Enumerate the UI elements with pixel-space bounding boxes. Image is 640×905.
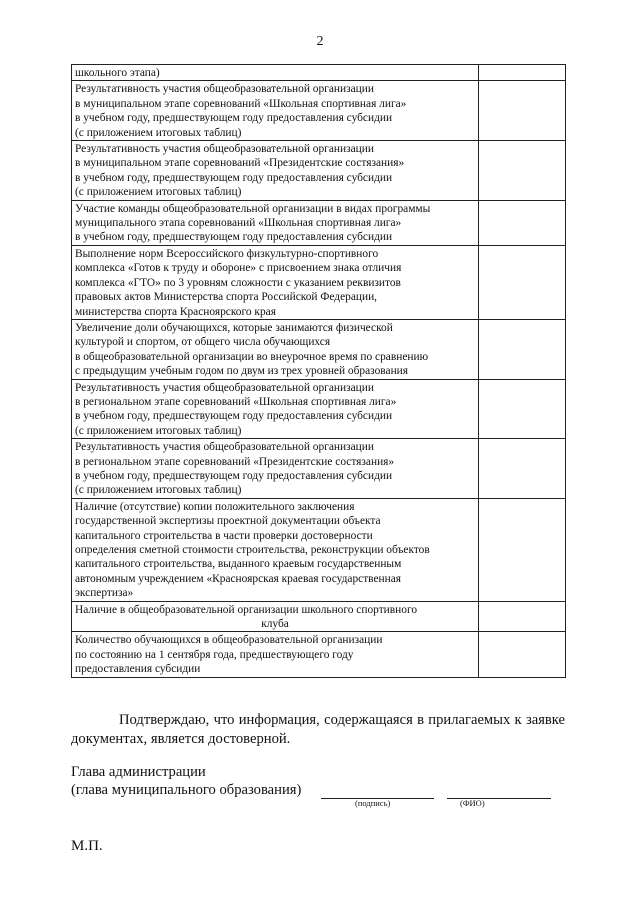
signature-caption: (подпись) — [355, 798, 391, 808]
table-row — [72, 65, 566, 81]
criterion-line: автономным учреждением «Красноярская краевая государственная — [75, 572, 402, 585]
criterion-line: комплекса «Готов к труду и обороне» с присвоением знака отличия — [75, 262, 402, 275]
criterion-line: школьного этапа) — [75, 67, 160, 79]
criterion-line: культурой и спортом, от общего числа обучающихся — [75, 336, 331, 349]
criterion-line: в учебном году, предшествующем году предоставления субсидии — [75, 231, 393, 244]
criterion-line: (с приложением итоговых таблиц) — [75, 424, 242, 437]
stamp-place: М.П. — [71, 838, 103, 854]
confirmation-sentence: Подтверждаю, что информация, содержащаяся в прилагаемых к заявке документах, является достоверной. — [71, 712, 565, 747]
criterion-cell — [72, 632, 479, 677]
criterion-cell — [72, 141, 479, 201]
value-cell[interactable] — [479, 65, 566, 81]
criterion-line: Результативность участия общеобразовательной организации — [75, 381, 374, 394]
criterion-line: министерства спорта Красноярского края — [75, 305, 276, 318]
table-row — [72, 81, 566, 141]
criterion-line: в учебном году, предшествующем году предоставления субсидии — [75, 410, 393, 423]
criterion-line: капитального строительства в части проверки достоверности — [75, 529, 373, 542]
criterion-line: предоставления субсидии — [75, 663, 201, 676]
signature-title-head: Глава администрации — [71, 764, 206, 780]
criterion-line: правовых актов Министерства спорта Российской Федерации, — [75, 291, 378, 304]
name-caption: (ФИО) — [460, 798, 485, 808]
criterion-cell — [72, 498, 479, 601]
criterion-line: определения сметной стоимости строительства, реконструкции объектов — [75, 544, 430, 556]
value-cell[interactable] — [479, 379, 566, 439]
criterion-line: в региональном этапе соревнований «Президентские состязания» — [75, 455, 395, 468]
criterion-line: в учебном году, предшествующем году предоставления субсидии — [75, 112, 393, 125]
criterion-line: в учебном году, предшествующем году предоставления субсидии — [75, 171, 393, 184]
criterion-line: Результативность участия общеобразовательной организации — [75, 83, 374, 96]
table-row — [72, 439, 566, 499]
criterion-line: Наличие в общеобразовательной организации школьного спортивного — [75, 603, 418, 616]
table-row — [72, 632, 566, 677]
criterion-cell — [72, 601, 479, 632]
criterion-cell — [72, 439, 479, 499]
value-cell[interactable] — [479, 498, 566, 601]
table-row — [72, 200, 566, 245]
criterion-line: комплекса «ГТО» по 3 уровням сложности с указанием реквизитов — [75, 276, 401, 289]
confirmation-text — [71, 711, 565, 749]
criterion-line: Участие команды общеобразовательной организации в видах программы — [75, 202, 431, 215]
criterion-line: Увеличение доли обучающихся, которые занимаются физической — [75, 321, 393, 334]
table-row — [72, 601, 566, 632]
value-cell[interactable] — [479, 200, 566, 245]
page-number: 2 — [316, 34, 324, 49]
criterion-cell — [72, 81, 479, 141]
value-cell[interactable] — [479, 601, 566, 632]
value-cell[interactable] — [479, 81, 566, 141]
table-row — [72, 141, 566, 201]
criterion-line: в общеобразовательной организации во внеурочное время по сравнению — [75, 350, 429, 363]
criterion-cell — [72, 65, 479, 81]
criterion-line: (с приложением итоговых таблиц) — [75, 126, 242, 139]
table-row — [72, 379, 566, 439]
criterion-line: (с приложением итоговых таблиц) — [75, 484, 242, 497]
criterion-line: экспертиза» — [75, 587, 134, 600]
criterion-cell — [72, 245, 479, 319]
criterion-cell — [72, 200, 479, 245]
criterion-line: по состоянию на 1 сентября года, предшествующего году — [75, 648, 354, 661]
criterion-line: в муниципальном этапе соревнований «Президентские состязания» — [75, 157, 405, 170]
criterion-cell — [72, 379, 479, 439]
value-cell[interactable] — [479, 439, 566, 499]
criterion-line: Наличие (отсутствие) копии положительного заключения — [75, 500, 355, 513]
value-cell[interactable] — [479, 319, 566, 379]
criterion-line: Результативность участия общеобразовательной организации — [75, 143, 374, 156]
criterion-line: муниципального этапа соревнований «Школьная спортивная лига» — [75, 217, 402, 230]
criterion-line: Результативность участия общеобразовательной организации — [75, 441, 374, 454]
criterion-line: государственной экспертизы проектной документации объекта — [75, 515, 381, 528]
criterion-line: Выполнение норм Всероссийского физкультурно-спортивного — [75, 247, 379, 260]
criterion-cell — [72, 319, 479, 379]
criteria-table — [71, 64, 566, 678]
criterion-line: клуба — [261, 618, 289, 631]
table-row — [72, 498, 566, 601]
value-cell[interactable] — [479, 141, 566, 201]
value-cell[interactable] — [479, 632, 566, 677]
criterion-line: в региональном этапе соревнований «Школьная спортивная лига» — [75, 395, 397, 408]
table-row — [72, 319, 566, 379]
criterion-line: Количество обучающихся в общеобразовательной организации — [75, 634, 383, 647]
table-row — [72, 245, 566, 319]
criterion-line: с предыдущим учебным годом по двум из трех уровней образования — [75, 365, 408, 378]
criterion-line: в учебном году, предшествующем году предоставления субсидии — [75, 469, 393, 482]
criterion-line: капитального строительства, выданного краевым государственным — [75, 558, 402, 571]
criterion-line: в муниципальном этапе соревнований «Школьная спортивная лига» — [75, 97, 407, 110]
value-cell[interactable] — [479, 245, 566, 319]
criterion-line: (с приложением итоговых таблиц) — [75, 186, 242, 199]
signature-title-municipal: (глава муниципального образования) — [71, 782, 302, 798]
